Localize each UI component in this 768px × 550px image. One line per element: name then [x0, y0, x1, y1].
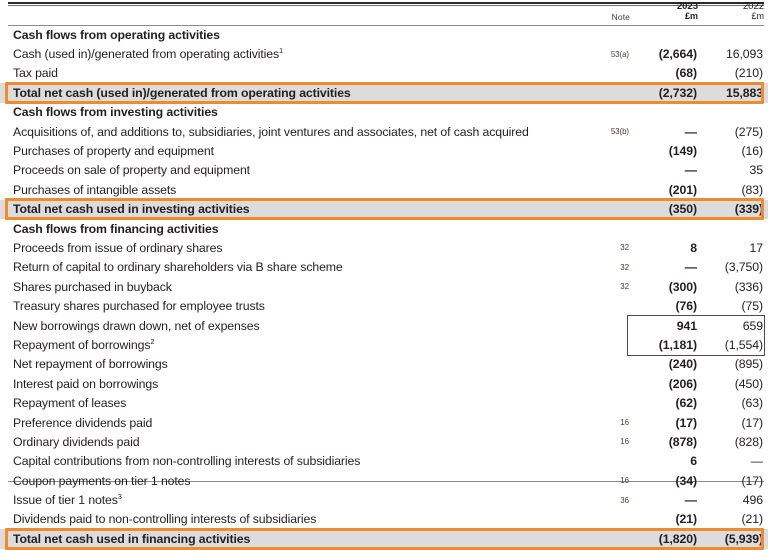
row-label: Net repayment of borrowings	[13, 357, 168, 372]
row-note-reference	[578, 316, 634, 335]
row-value-current-year: (878)	[668, 434, 697, 449]
row-label: Ordinary dividends paid	[13, 434, 140, 449]
table-row	[0, 432, 768, 451]
row-label: Coupon payments on tier 1 notes	[13, 473, 191, 488]
row-label: Dividends paid to non-controlling interests of subsidiaries	[13, 512, 317, 527]
row-value-current-year	[634, 219, 702, 238]
row-value-current-year: (2,732)	[634, 83, 702, 102]
row-value-prior-year: 15,883	[702, 83, 768, 102]
row-label: Purchases of intangible assets	[13, 182, 177, 197]
row-label: Issue of tier 1 notes$^3$	[13, 491, 122, 508]
row-value-current-year: (1,181)	[658, 337, 697, 352]
row-label: Total net cash used in investing activities	[0, 200, 578, 219]
row-note-reference: 53(b)	[610, 127, 629, 137]
row-value-prior-year: (275)	[734, 124, 763, 139]
row-label: Repayment of leases	[13, 396, 127, 411]
row-label: Interest paid on borrowings	[13, 376, 159, 391]
row-value-current-year: (34)	[675, 473, 697, 488]
row-value-prior-year	[702, 103, 768, 122]
table-row	[0, 277, 768, 296]
row-note-reference	[578, 529, 634, 548]
row-value-current-year: (240)	[668, 357, 697, 372]
row-label: Shares purchased in buyback	[13, 279, 172, 294]
row-label: Cash (used in)/generated from operating activities$^1$	[13, 45, 284, 62]
row-label: Cash flows from investing activities	[13, 105, 218, 120]
row-note-reference: 32	[620, 282, 629, 292]
row-label: New borrowings drawn down, net of expenses	[13, 318, 260, 333]
row-value-current-year: —	[684, 163, 697, 178]
row-value-prior-year: 496	[742, 493, 763, 508]
row-label: Tax paid	[13, 66, 58, 81]
row-note-reference	[578, 200, 634, 219]
row-note-reference: 53(a)	[610, 49, 629, 59]
row-value-current-year: (76)	[675, 299, 697, 314]
row-note-reference	[578, 393, 634, 412]
row-value-current-year: (2,664)	[658, 47, 697, 62]
row-value-current-year: 8	[690, 240, 697, 255]
table-row	[0, 258, 768, 277]
row-value-prior-year: (16)	[741, 144, 763, 159]
row-label: Cash flows from financing activities	[13, 221, 219, 236]
row-value-current-year: 6	[690, 454, 697, 469]
row-note-reference	[578, 141, 634, 160]
total-row	[0, 83, 768, 102]
footnote-marker: 1	[279, 45, 284, 55]
row-value-current-year: (350)	[634, 200, 702, 219]
row-value-prior-year: (83)	[741, 182, 763, 197]
table-row	[0, 316, 768, 335]
row-label: Acquisitions of, and additions to, subsidiaries, joint ventures and associates, net of cash acquired	[13, 124, 529, 139]
row-value-prior-year: 659	[742, 318, 763, 333]
row-value-prior-year: —	[750, 454, 763, 469]
row-value-current-year: (62)	[675, 396, 697, 411]
row-note-reference: 16	[620, 437, 629, 447]
row-value-prior-year: (210)	[734, 66, 763, 81]
table-row	[0, 510, 768, 529]
row-value-prior-year: (21)	[741, 512, 763, 527]
table-row	[0, 141, 768, 160]
table-row	[0, 374, 768, 393]
row-label: Proceeds from issue of ordinary shares	[13, 240, 223, 255]
row-note-reference	[578, 64, 634, 83]
row-value-prior-year: 17	[749, 240, 763, 255]
row-label: Capital contributions from non-controlling interests of subsidiaries	[13, 454, 361, 469]
section-header-row	[0, 25, 768, 44]
row-value-prior-year: (3,750)	[724, 260, 763, 275]
row-label: Preference dividends paid	[13, 415, 153, 430]
table-row	[0, 355, 768, 374]
header-current-year	[634, 0, 702, 25]
row-value-prior-year: (828)	[734, 434, 763, 449]
row-value-current-year: (1,820)	[634, 529, 702, 548]
row-value-prior-year: (339)	[702, 200, 768, 219]
table-row	[0, 490, 768, 509]
row-value-prior-year	[702, 25, 768, 44]
footnote-marker: 3	[117, 491, 122, 501]
row-value-prior-year	[702, 219, 768, 238]
row-label: Repayment of borrowings$^2$	[13, 336, 155, 352]
section-header-row	[0, 103, 768, 122]
total-row	[0, 529, 768, 548]
header-current-year-value: 2023	[676, 1, 698, 13]
row-note-reference: 16	[620, 476, 629, 486]
table-row	[0, 393, 768, 412]
row-value-current-year: (17)	[675, 415, 697, 430]
row-value-current-year: (149)	[668, 144, 697, 159]
row-value-prior-year: (5,939)	[702, 529, 768, 548]
table-body	[0, 25, 768, 549]
row-note-reference	[578, 510, 634, 529]
table-row	[0, 180, 768, 199]
row-note-reference	[578, 335, 634, 354]
row-value-current-year: —	[684, 124, 697, 139]
header-prior-year-value: 2022	[742, 1, 764, 13]
table-row	[0, 413, 768, 432]
row-label: Return of capital to ordinary shareholders via B share scheme	[13, 260, 343, 275]
header-prior-year	[702, 0, 768, 25]
row-note-reference	[578, 296, 634, 315]
row-note-reference	[578, 25, 634, 44]
row-value-prior-year: (75)	[741, 299, 763, 314]
row-note-reference: 32	[620, 243, 629, 253]
row-label: Cash flows from operating activities	[13, 27, 220, 42]
row-note-reference	[578, 83, 634, 102]
table-row	[0, 238, 768, 257]
row-note-reference	[578, 180, 634, 199]
header-prior-year-unit: £m	[751, 11, 764, 22]
table-row	[0, 452, 768, 471]
row-value-current-year	[634, 25, 702, 44]
row-value-current-year: (21)	[675, 512, 697, 527]
header-spacer	[0, 0, 578, 25]
row-value-current-year	[634, 103, 702, 122]
row-note-reference: 32	[620, 262, 629, 272]
section-header-row	[0, 219, 768, 238]
header-note: Note	[611, 12, 630, 22]
row-label: Treasury shares purchased for employee trusts	[13, 299, 265, 314]
table-row	[0, 296, 768, 315]
row-note-reference	[578, 219, 634, 238]
total-row	[0, 200, 768, 219]
row-value-prior-year: (895)	[734, 357, 763, 372]
row-note-reference	[578, 355, 634, 374]
table-row	[0, 64, 768, 83]
row-label: Purchases of property and equipment	[13, 144, 214, 159]
row-label: Proceeds on sale of property and equipment	[13, 163, 250, 178]
row-label: Total net cash used in financing activities	[0, 529, 578, 548]
table-row	[0, 161, 768, 180]
row-note-reference	[578, 374, 634, 393]
row-note-reference: 36	[620, 495, 629, 505]
row-note-reference	[578, 103, 634, 122]
row-value-prior-year: (336)	[734, 279, 763, 294]
row-value-prior-year: (1,554)	[724, 337, 763, 352]
table-row	[0, 335, 768, 354]
row-note-reference	[578, 452, 634, 471]
row-value-current-year: (68)	[675, 66, 697, 81]
row-label: Total net cash (used in)/generated from operating activities	[0, 83, 578, 102]
row-note-reference	[578, 161, 634, 180]
footnote-marker: 2	[150, 336, 155, 346]
table-row	[0, 44, 768, 63]
header-current-year-unit: £m	[684, 11, 698, 22]
table-row	[0, 122, 768, 141]
row-value-prior-year: (17)	[741, 415, 763, 430]
row-value-current-year: (206)	[668, 376, 697, 391]
row-value-current-year: —	[684, 493, 697, 508]
row-value-current-year: (300)	[668, 279, 697, 294]
row-value-prior-year: (450)	[734, 376, 763, 391]
row-value-prior-year: 16,093	[725, 47, 763, 62]
row-note-reference: 16	[620, 418, 629, 427]
row-value-current-year: 941	[676, 318, 697, 333]
table-row	[0, 471, 768, 490]
row-value-prior-year: (63)	[741, 396, 763, 411]
row-value-current-year: —	[684, 260, 697, 275]
row-value-current-year: (201)	[668, 182, 697, 197]
row-value-prior-year: 35	[749, 163, 763, 178]
row-value-prior-year: (17)	[741, 473, 763, 488]
table-header-row	[0, 0, 768, 25]
